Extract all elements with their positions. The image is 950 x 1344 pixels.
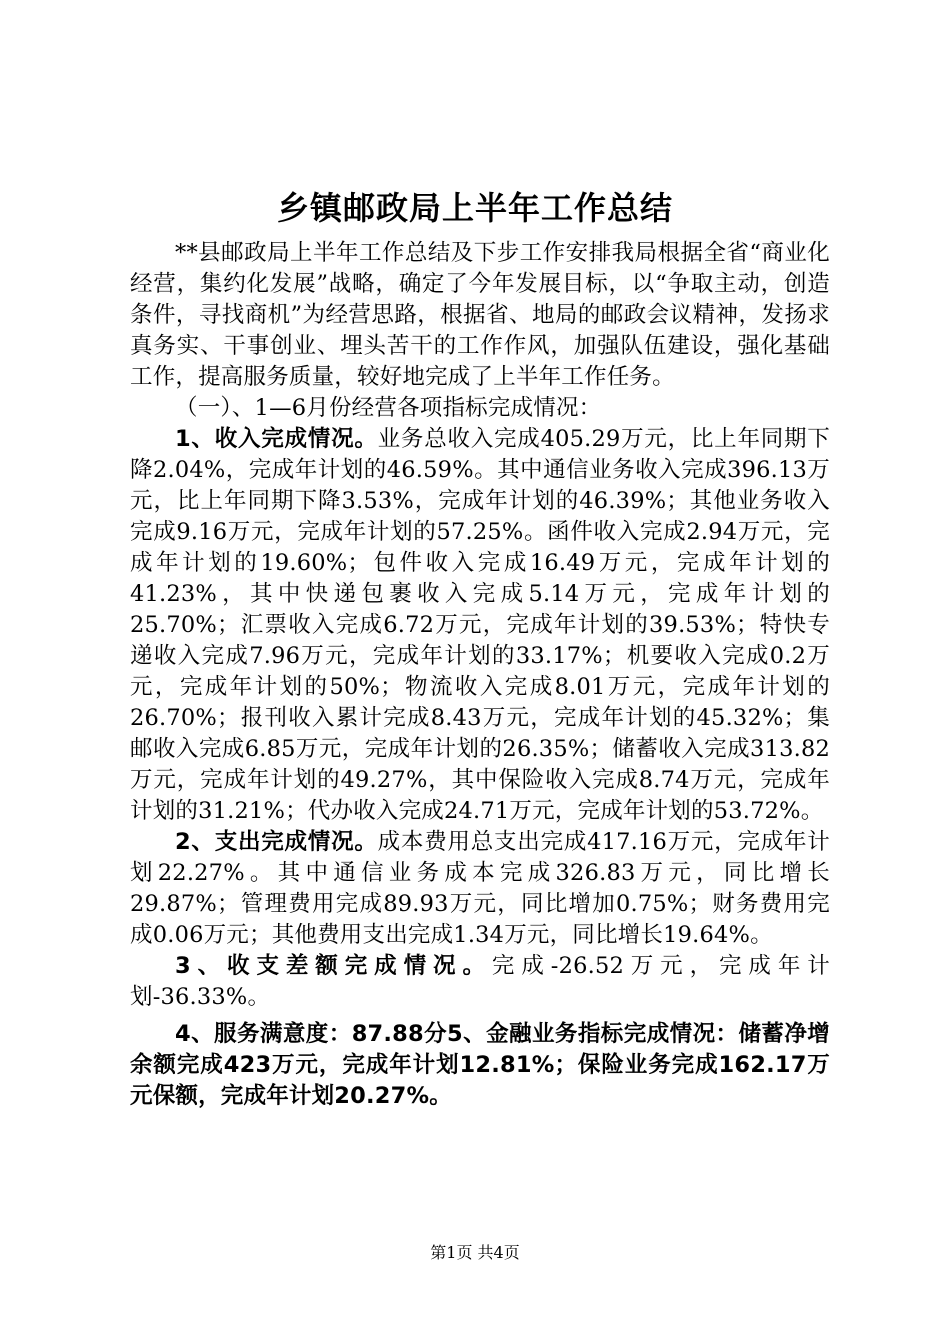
expense-text: 成本费用总支出完成417.16万元，完成年计划22.27%。其中通信业务成本完成326.83万元，同比增长29.87%；管理费用完成89.93万元，同比增加0.75%；财务费用完成0.06万元；其他费用支出完成1.34万元，同比增长19.64%。 xyxy=(130,829,830,948)
intro-paragraph: **县邮政局上半年工作总结及下步工作安排我局根据全省“商业化经营，集约化发展”战略，确定了今年发展目标，以“争取主动，创造条件，寻找商机”为经营思路，根据省、地局的邮政会议精神，发扬求真务实、干事创业、埋头苦干的工作作风，加强队伍建设，强化基础工作，提高服务质量，较好地完成了上半年工作任务。 xyxy=(130,240,830,390)
income-paragraph xyxy=(130,424,830,827)
balance-paragraph xyxy=(130,951,830,1013)
expense-heading: 2、支出完成情况。 xyxy=(175,829,378,855)
balance-text: 完成-26.52万元，完成年计划-36.33%。 xyxy=(130,953,830,1010)
section-heading: （一）、1—6月份经营各项指标完成情况： xyxy=(175,395,602,421)
balance-heading: 3、收支差额完成情况。 xyxy=(175,953,492,979)
income-heading: 1、收入完成情况。 xyxy=(175,426,378,452)
service-finance-paragraph: 4、服务满意度：87.88分5、金融业务指标完成情况：储蓄净增余额完成423万元，完成年计划12.81%；保险业务完成162.17万元保额，完成年计划20.27%。 xyxy=(130,1021,830,1109)
page-footer: 第1页 共4页 xyxy=(430,1243,520,1262)
income-text: 业务总收入完成405.29万元，比上年同期下降2.04%，完成年计划的46.59%。其中通信业务收入完成396.13万元，比上年同期下降3.53%，完成年计划的46.39%；其他业务收入完成9.16万元，完成年计划的57.25%。函件收入完成2.94万元，完成年计划的19.60%；包件收入完成16.49万元，完成年计划的41.23%，其中快递包裹收入完成5.14万元，完成年计划的25.70%；汇票收入完成6.72万元，完成年计划的39.53%；特快专递收入完成7.96万元，完成年计划的33.17%；机要收入完成0.2万元，完成年计划的50%；物流收入完成8.01万元，完成年计划的26.70%；报刊收入累计完成8.43万元，完成年计划的45.32%；集邮收入完成6.85万元，完成年计划的26.35%；储蓄收入完成313.82万元，完成年计划的49.27%，其中保险收入完成8.74万元，完成年计划的31.21%；代办收入完成24.71万元，完成年计划的53.72%。 xyxy=(130,426,830,824)
document-body xyxy=(130,238,830,1112)
document-title: 乡镇邮政局上半年工作总结 xyxy=(276,189,673,227)
expense-paragraph xyxy=(130,827,830,951)
